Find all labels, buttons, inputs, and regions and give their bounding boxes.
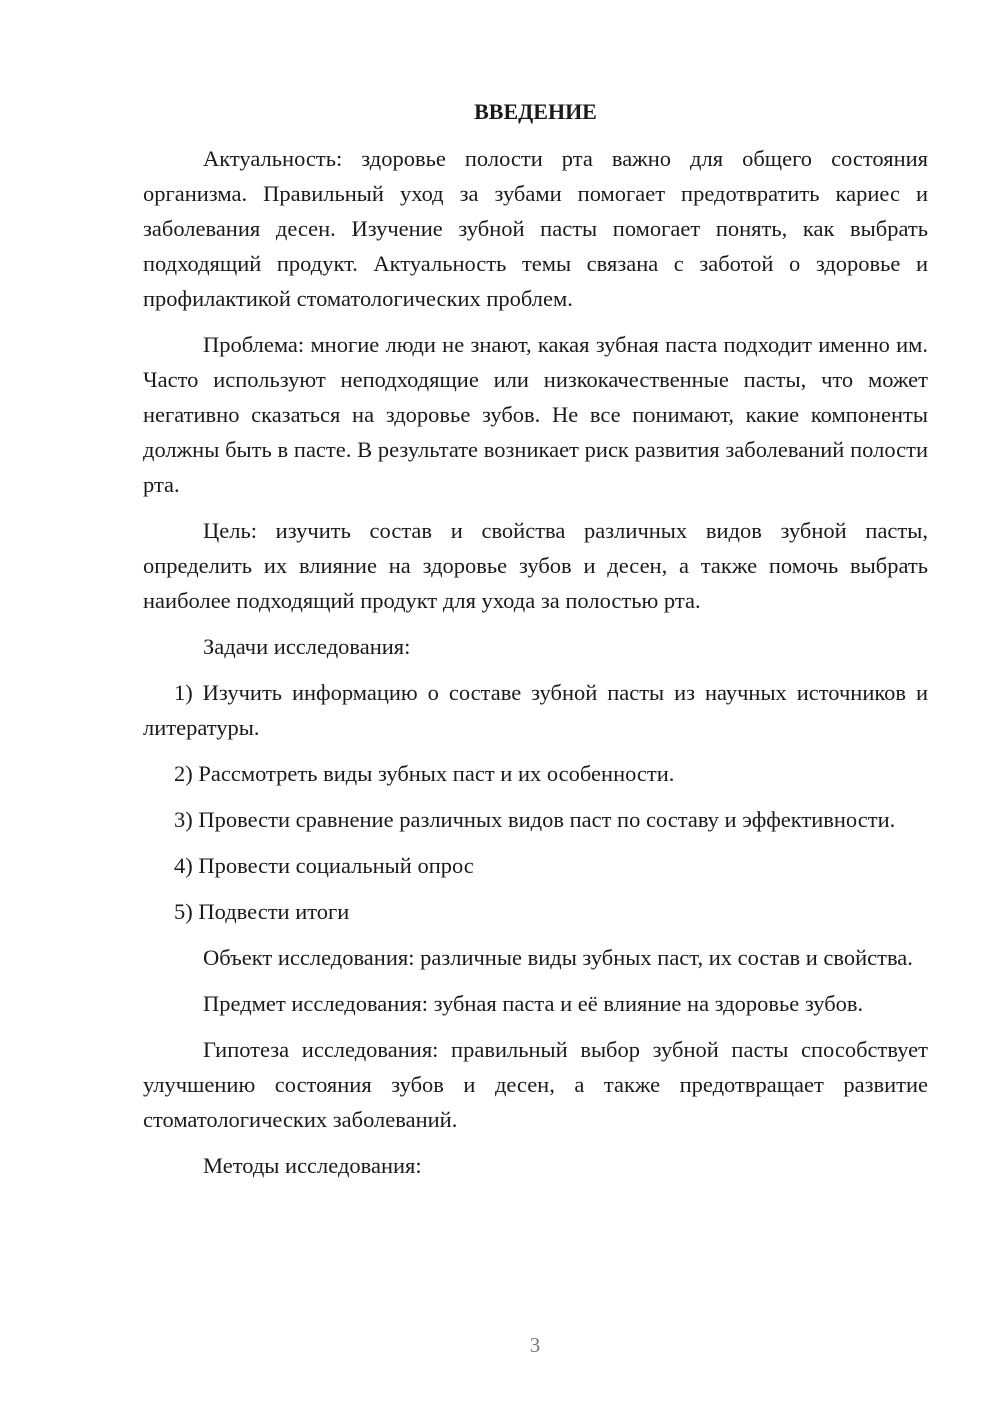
paragraph-problem: Проблема: многие люди не знают, какая зубная паста подходит именно им. Часто используют неподходящие или низкокачественные пасты, что может негативно сказаться на здоровье зубов. Не все понимают, какие компоненты должны быть в пасте. В результате возникает риск развития заболеваний полости рта. [143, 332, 928, 497]
paragraph-hypothesis: Гипотеза исследования: правильный выбор зубной пасты способствует улучшению состояния зубов и десен, а также предотвращает развитие стоматологических заболеваний. [143, 1037, 928, 1132]
section-title: ВВЕДЕНИЕ [474, 99, 597, 124]
task-item-3: 3) Провести сравнение различных видов паст по составу и эффективности. [174, 807, 896, 832]
paragraph-object: Объект исследования: различные виды зубных паст, их состав и свойства. [203, 945, 913, 970]
task-item-4: 4) Провести социальный опрос [174, 853, 474, 878]
paragraph-tasks-heading: Задачи исследования: [203, 634, 411, 659]
paragraph-goal: Цель: изучить состав и свойства различных видов зубной пасты, определить их влияние на здоровье зубов и десен, а также помочь выбрать наиболее подходящий продукт для ухода за полостью рта. [143, 518, 928, 613]
paragraph-subject: Предмет исследования: зубная паста и её влияние на здоровье зубов. [203, 991, 864, 1016]
page-content [143, 94, 928, 1194]
page-number: 3 [529, 1333, 541, 1357]
paragraph-relevance: Актуальность: здоровье полости рта важно для общего состояния организма. Правильный уход за зубами помогает предотвратить кариес и заболевания десен. Изучение зубной пасты помогает понять, как выбрать подходящий продукт. Актуальность темы связана с заботой о здоровье и профилактикой стоматологических проблем. [143, 146, 928, 311]
task-item-5: 5) Подвести итоги [174, 899, 350, 924]
task-item-1: 1) Изучить информацию о составе зубной пасты из научных источников и литературы. [143, 680, 928, 740]
paragraph-methods-heading: Методы исследования: [203, 1153, 422, 1178]
task-item-2: 2) Рассмотреть виды зубных паст и их особенности. [174, 761, 675, 786]
